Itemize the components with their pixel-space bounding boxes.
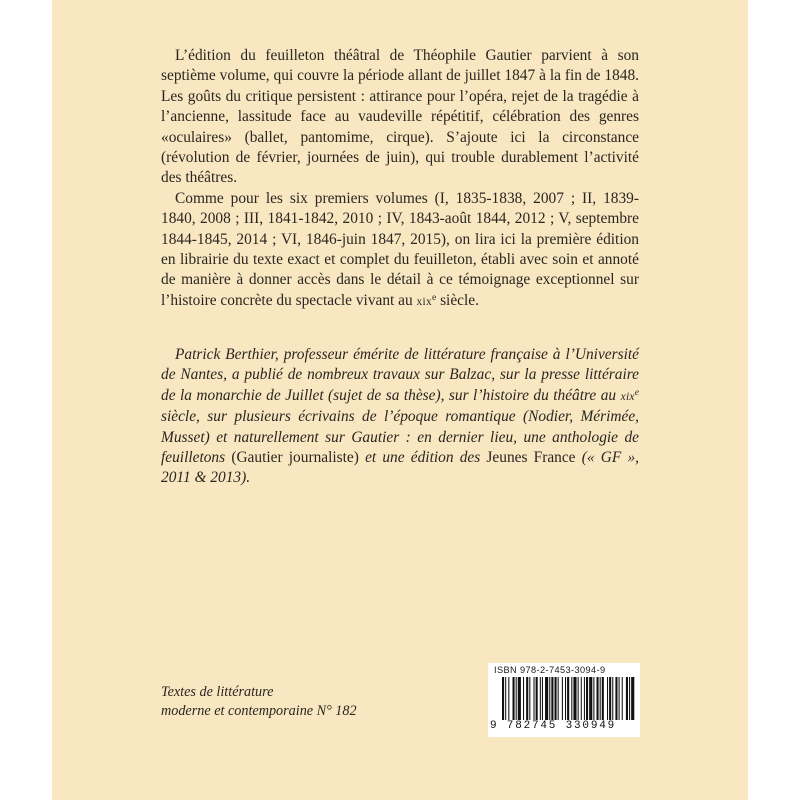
author-bio: [161, 345, 639, 489]
barcode-bar: [597, 677, 599, 723]
century-numeral: xix: [620, 390, 635, 403]
barcode-bar: [513, 677, 515, 723]
barcode-bar: [581, 677, 582, 723]
bio-paragraph: [161, 345, 639, 489]
series-line-2: moderne et contemporaine N° 182: [161, 703, 357, 719]
century-numeral: xix: [416, 295, 432, 308]
barcode-bar: [602, 677, 604, 723]
barcode-bar: [526, 677, 528, 723]
bio-text: et une édition des: [358, 449, 487, 467]
barcode-bar: [502, 677, 504, 723]
barcode-bar: [562, 677, 563, 723]
barcode: [488, 663, 640, 737]
book-title-roman: Jeunes France: [486, 449, 576, 467]
barcode-bar: [518, 677, 521, 723]
barcode-bar: [609, 677, 611, 723]
book-title-roman: (Gautier journaliste): [231, 449, 359, 467]
blurb-text: Comme pour les six premiers volumes (I, 1835-1838, 2007 ; II, 1839-1840, 2008 ; III, 1841-1842, 2010 ; IV, 1843-août 1844, 2012 ; V, septembre 1844-1845, 2014 ; VI, 1846-juin 1847, 2015), on lira ici la première édition en librairie du texte exact et complet du feuilleton, établi avec soin et annoté de manière à donner accès dans le détail à ce témoignage exceptionnel sur l’histoire concrète du spectacle vivant au: [161, 189, 639, 309]
barcode-bar: [615, 677, 617, 723]
barcode-bar: [505, 677, 506, 723]
barcode-bar: [529, 677, 530, 723]
barcode-bar: [565, 677, 566, 723]
barcode-bar: [567, 677, 569, 723]
barcode-bar: [516, 677, 517, 723]
blurb-paragraph-2: [161, 189, 639, 312]
isbn-label: ISBN 978-2-7453-3094-9: [494, 665, 606, 675]
barcode-bar: [622, 677, 623, 723]
barcode-bar: [555, 677, 557, 723]
bio-text: siècle, sur plusieurs écrivains de l’époque romantique (Nodier, Mérimée, Musset) et naturellement sur Gautier : en dernier lieu, une anthologie de feuilletons: [161, 408, 639, 467]
century-superscript: e: [431, 291, 437, 303]
barcode-bar: [626, 677, 628, 723]
barcode-bar: [600, 677, 601, 723]
barcode-bar: [558, 677, 559, 723]
bio-text: (« GF », 2011 & 2013).: [161, 449, 639, 487]
blurb-text: siècle.: [436, 291, 479, 309]
series-line-1: Textes de littérature: [161, 684, 274, 700]
book-blurb: [161, 46, 639, 312]
barcode-bar: [593, 677, 594, 723]
barcode-bar: [523, 677, 524, 723]
ean-digits: 9 782745 330949: [490, 720, 638, 732]
barcode-bar: [534, 677, 535, 723]
barcode-bar: [540, 677, 541, 723]
barcode-bar: [545, 677, 548, 723]
barcode-bar: [578, 677, 579, 723]
barcode-bar: [542, 677, 543, 723]
barcode-bar: [607, 677, 608, 723]
barcode-bar: [589, 677, 592, 723]
century-superscript: e: [634, 386, 639, 398]
barcode-bar: [573, 677, 576, 723]
barcode-bar: [536, 677, 538, 723]
blurb-text: L’édition du feuilleton théâtral de Théophile Gautier parvient à son septième volume, qui couvre la période allant de juillet 1847 à la fin de 1848. Les goûts du critique persistent : attirance pour l’opéra, rejet de la tragédie à l’ancienne, lassitude face au vaudeville répétitif, célébration des genres «oculaires» (ballet, pantomime, cirque). S’ajoute ici la circonstance (révo: [161, 47, 639, 167]
barcode-bar: [631, 677, 634, 723]
barcode-bar: [584, 677, 585, 723]
barcode-bar: [549, 677, 550, 723]
barcode-bar: [619, 677, 620, 723]
barcode-bar: [508, 677, 509, 723]
barcode-bar: [586, 677, 588, 723]
barcode-bar: [551, 677, 553, 723]
barcode-bars: [492, 677, 636, 723]
series-info: [161, 683, 421, 721]
blurb-paragraph-1: [161, 46, 639, 189]
barcode-bar: [612, 677, 613, 723]
barcode-bar: [629, 677, 630, 723]
bio-text: Patrick Berthier, professeur émérite de littérature française à l’Université de Nantes, a publié de nombreux travaux sur Balzac, sur la presse littéraire de la monarchie de Juillet (sujet de sa thèse), sur l’histoire du théâtre au: [161, 346, 639, 404]
blurb-text: lution de février, journées de juin), qui trouble durablement l’activité des théâtres.: [161, 149, 639, 187]
barcode-bar: [571, 677, 572, 723]
